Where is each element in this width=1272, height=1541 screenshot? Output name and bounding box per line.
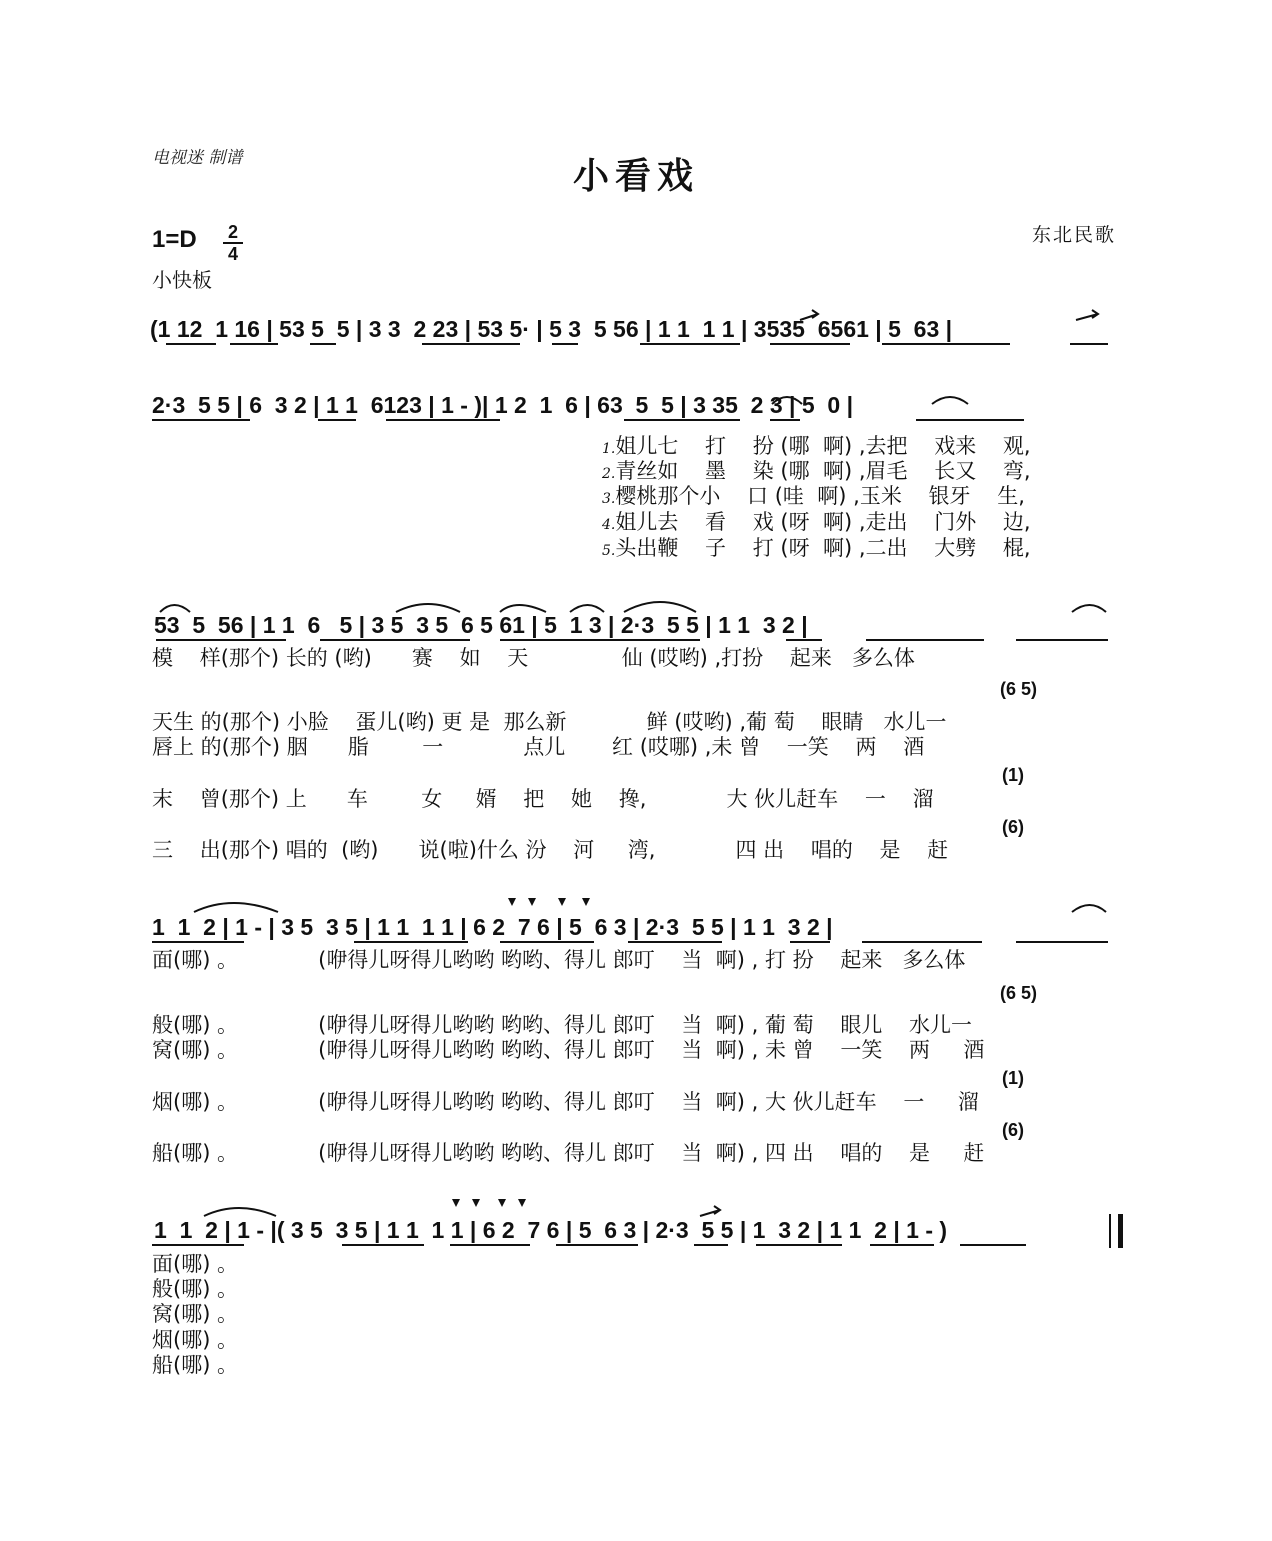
- accent-arrow: [700, 1206, 720, 1216]
- verse-text: 青丝如 墨 染 (哪 啊) ,眉毛 长又 弯,: [615, 459, 1031, 483]
- lyric-line: 烟(哪) 。: [152, 1328, 239, 1352]
- lyric-line: 般(哪) 。 (咿得儿呀得儿哟哟 哟哟、得儿 郎叮 当 啊) , 葡 萄 眼儿 水儿一: [152, 1013, 973, 1037]
- tie-arc: [624, 602, 696, 612]
- lyric-line: 船(哪) 。 (咿得儿呀得儿哟哟 哟哟、得儿 郎叮 当 啊) , 四 出 唱的 是 赶: [152, 1141, 985, 1165]
- staccato-mark: [518, 1199, 526, 1207]
- tie-arc: [160, 605, 190, 612]
- lyric-line: 天生 的(那个) 小脸 蛋儿(哟) 更 是 那么新 鲜 (哎哟) ,葡 萄 眼睛 水儿一: [152, 710, 947, 734]
- tie-arc: [194, 903, 278, 912]
- lyric-line: 窝(哪) 。 (咿得儿呀得儿哟哟 哟哟、得儿 郎叮 当 啊) , 未 曾 一笑 两 酒: [152, 1038, 985, 1062]
- tempo-marking: 小快板: [152, 268, 212, 292]
- lyric-line: 唇上 的(那个) 胭 脂 一 点儿 红 (哎哪) ,未 曾 一笑 两 酒: [152, 735, 925, 759]
- time-signature-top: 2: [227, 222, 238, 242]
- lyric-line: 三 出(那个) 唱的 (哟) 说(啦)什么 汾 河 湾, 四 出 唱的 是 赶: [152, 838, 949, 862]
- verse-number: 2.: [602, 466, 616, 482]
- tie-arc: [772, 397, 802, 404]
- lyric-line: 面(哪) 。: [152, 1252, 239, 1276]
- staccato-mark: [582, 898, 590, 906]
- verse-number: 5.: [602, 543, 616, 559]
- verse-number: 4.: [602, 517, 616, 533]
- lyric-line: 模 样(那个) 长的 (哟) 赛 如 天 仙 (哎哟) ,打扮 起来 多么体: [152, 646, 915, 670]
- notation-row-3: 53 5 56 | 1 1 6 5 | 3 5 3 5 6 5 61 | 5 1 3 | 2·3 5 5 | 1 1 3 2 |: [154, 612, 808, 638]
- lyric-line: 面(哪) 。 (咿得儿呀得儿哟哟 哟哟、得儿 郎叮 当 啊) , 打 扮 起来 多么体: [152, 948, 966, 972]
- verse-number: 1.: [602, 441, 616, 457]
- staccato-mark: [452, 1199, 460, 1207]
- verse-text: 头出鞭 子 打 (呀 啊) ,二出 大劈 棍,: [615, 536, 1031, 560]
- time-signature-bottom: 4: [227, 244, 238, 264]
- tie-arc: [204, 1208, 276, 1216]
- lyric-line: 窝(哪) 。: [152, 1302, 239, 1326]
- notation-row-4: 1 1 2 | 1 - | 3 5 3 5 | 1 1 1 1 | 6 2 7 6 | 5 6 3 | 2·3 5 5 | 1 1 3 2 |: [152, 914, 833, 940]
- tie-arc: [396, 604, 460, 612]
- final-barline: [1118, 1214, 1123, 1248]
- credit-text: 电视迷 制谱: [152, 148, 243, 168]
- lyric-line: 船(哪) 。: [152, 1353, 239, 1377]
- key-signature: 1=D: [152, 226, 197, 253]
- staccato-mark: [472, 1199, 480, 1207]
- tie-arc: [500, 605, 546, 612]
- lyric-line: 般(哪) 。: [152, 1277, 239, 1301]
- lyric-line: 末 曾(那个) 上 车 女 婿 把 她 搀, 大 伙儿赶车 一 溜: [152, 787, 934, 811]
- alternate-notes: (6 5): [1000, 983, 1038, 1003]
- staccato-mark: [498, 1199, 506, 1207]
- alternate-notes: (1): [1002, 765, 1024, 785]
- verse-text: 樱桃那个小 口 (哇 啊) ,玉米 银牙 生,: [615, 484, 1025, 508]
- staccato-mark: [558, 898, 566, 906]
- composer-text: 东北民歌: [1032, 224, 1117, 246]
- alternate-notes: (1): [1002, 1068, 1024, 1088]
- tie-arc: [932, 397, 968, 404]
- lyric-line: 烟(哪) 。 (咿得儿呀得儿哟哟 哟哟、得儿 郎叮 当 啊) , 大 伙儿赶车 一 溜: [152, 1090, 979, 1114]
- accent-arrow: [1076, 310, 1098, 320]
- tie-arc: [1072, 605, 1106, 612]
- song-title: 小看戏: [572, 155, 699, 197]
- alternate-notes: (6 5): [1000, 679, 1038, 699]
- notation-row-2: 2·3 5 5 | 6 3 2 | 1 1 6123 | 1 - )| 1 2 1 6 | 63 5 5 | 3 35 2 3 | 5 0 |: [152, 392, 854, 418]
- verse-text: 姐儿七 打 扮 (哪 啊) ,去把 戏来 观,: [615, 434, 1031, 458]
- alternate-notes: (6): [1002, 1120, 1024, 1140]
- staccato-mark: [508, 898, 516, 906]
- accent-arrow: [800, 310, 818, 320]
- staccato-mark: [528, 898, 536, 906]
- verse-number: 3.: [602, 491, 616, 507]
- alternate-notes: (6): [1002, 817, 1024, 837]
- tie-arc: [1072, 905, 1106, 912]
- notation-row-5: 1 1 2 | 1 - |( 3 5 3 5 | 1 1 1 1 | 6 2 7 6 | 5 6 3 | 2·3 5 5 | 1 3 2 | 1 1 2 | 1 - ): [154, 1217, 948, 1243]
- verse-text: 姐儿去 看 戏 (呀 啊) ,走出 门外 边,: [615, 510, 1031, 534]
- notation-row-1: (1 12 1 16 | 53 5 5 | 3 3 2 23 | 53 5· | 5 3 5 56 | 1 1 1 1 | 3535 6561 | 5 63 |: [150, 316, 953, 342]
- tie-arc: [570, 605, 604, 612]
